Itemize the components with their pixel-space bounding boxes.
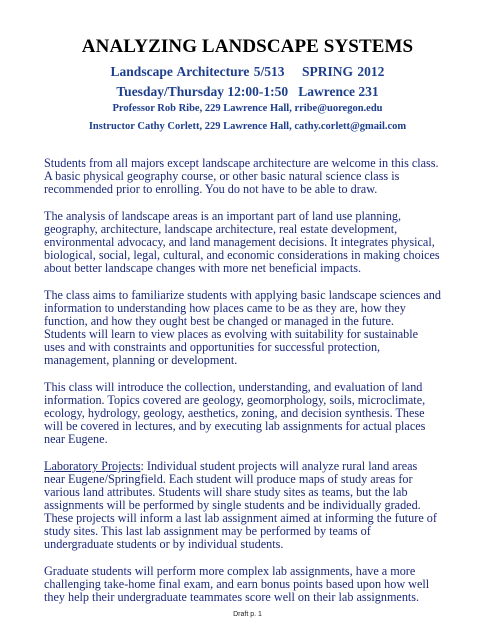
text-line: information. Topics covered are geology, geomorphology, soils, microclimate, xyxy=(44,393,426,407)
professor-line: Professor Rob Ribe, 229 Lawrence Hall, rribe@uoregon.edu xyxy=(112,103,383,114)
text-line: near Eugene. xyxy=(44,432,108,446)
text-line: study sites. This last lab assignment may be performed by teams of xyxy=(44,524,371,538)
paragraph-topics xyxy=(44,381,494,446)
text-line: geography, architecture, landscape architecture, real estate development, xyxy=(44,222,398,236)
text-line: function, and how they ought best be changed or managed in the future. xyxy=(44,314,394,328)
text-line: Students from all majors except landscape architecture are welcome in this class. xyxy=(44,156,439,170)
text-line: assignments will be performed by single students and be individually graded. xyxy=(44,498,421,512)
paragraph-eligibility xyxy=(44,157,494,196)
text-line: Graduate students will perform more complex lab assignments, have a more xyxy=(44,564,416,578)
text-line: recommended prior to enrolling. You do not have to be able to draw. xyxy=(44,182,378,196)
text-line: they help their undergraduate teammates score well on their lab assignments. xyxy=(44,590,420,604)
text-line: The analysis of landscape areas is an important part of land use planning, xyxy=(44,209,402,223)
body-text xyxy=(44,157,494,618)
paragraph-graduate xyxy=(44,565,494,604)
text-line: A basic physical geography course, or other basic natural science class is xyxy=(44,169,400,183)
schedule-line: Tuesday/Thursday 12:00-1:50 Lawrence 231 xyxy=(116,84,379,99)
text-line: near Eugene/Springfield. Each student will produce maps of study areas for xyxy=(44,472,413,486)
text-line: These projects will inform a last lab assignment aimed at informing the future of xyxy=(44,511,437,525)
text-line: challenging take-home final exam, and earn bonus points based upon how well xyxy=(44,577,430,591)
text-fragment: : Individual student projects will analyze rural land areas xyxy=(140,459,418,473)
paragraph-lab-projects xyxy=(44,460,494,551)
text-line: Students will learn to view places as evolving with suitability for sustainable xyxy=(44,327,419,341)
page-footer: Draft p. 1 xyxy=(233,611,262,618)
text-line: will be covered in lectures, and by executing lab assignments for actual places xyxy=(44,419,426,433)
text-line: undergraduate students or by individual students. xyxy=(44,537,284,551)
text-line: biological, social, legal, cultural, and economic considerations in making choices xyxy=(44,248,440,262)
text-line: This class will introduce the collection, understanding, and evaluation of land xyxy=(44,380,423,394)
text-line: environmental advocacy, and land management decisions. It integrates physical, xyxy=(44,235,435,249)
text-line: uses and with constraints and opportunities for successful protection, xyxy=(44,340,381,354)
instructor-line: Instructor Cathy Corlett, 229 Lawrence Hall, cathy.corlett@gmail.com xyxy=(88,121,407,132)
paragraph-aims xyxy=(44,289,494,367)
document-title: ANALYZING LANDSCAPE SYSTEMS xyxy=(81,36,414,57)
text-line: management, planning or development. xyxy=(44,353,238,367)
text-line: ecology, hydrology, geology, aesthetics, zoning, and decision synthesis. These xyxy=(44,406,425,420)
text-line: The class aims to familiarize students with applying basic landscape sciences and xyxy=(44,288,441,302)
text-line: information to understanding how places came to be as they are, how they xyxy=(44,301,406,315)
paragraph-importance xyxy=(44,210,494,275)
course-line: Landscape Architecture 5/513 SPRING 2012 xyxy=(110,64,385,79)
lab-projects-heading: Laboratory Projects xyxy=(44,459,141,473)
text-line: about better landscape changes with more net beneficial impacts. xyxy=(44,261,362,275)
text-line: various land attributes. Students will share study sites as teams, but the lab xyxy=(44,485,408,499)
